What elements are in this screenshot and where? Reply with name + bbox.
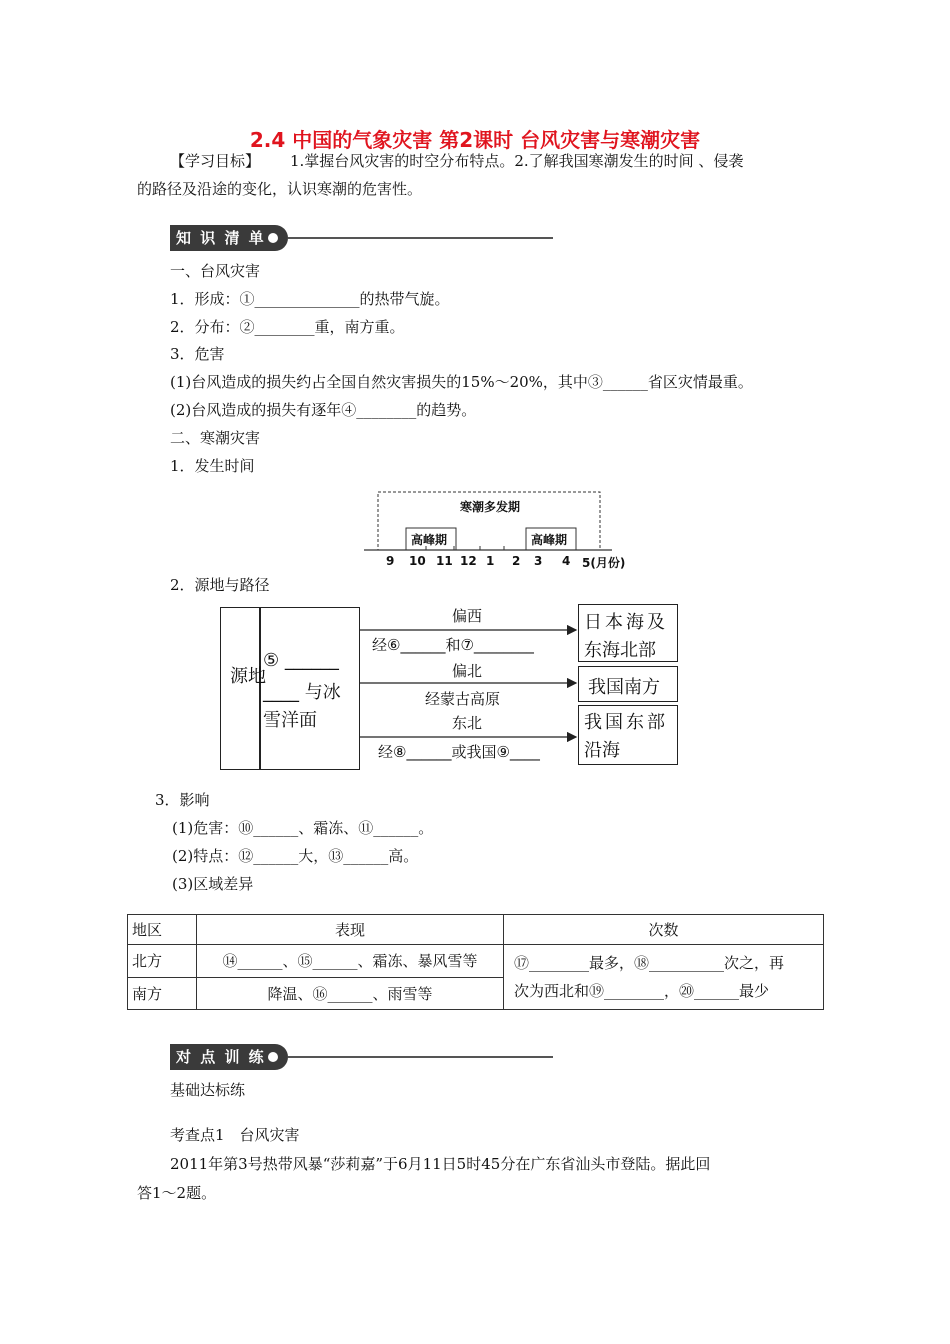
objectives-line1: 1.掌握台风灾害的时空分布特点。2.了解我国寒潮发生的时间 、侵袭 bbox=[290, 152, 744, 170]
part1-line2: 2．分布：②________重，南方重。 bbox=[170, 318, 405, 336]
source-label: 源地 bbox=[230, 666, 266, 687]
table-cell: ⑭______、⑮______、霜冻、暴风雪等 bbox=[197, 945, 504, 978]
tick-label: 1 bbox=[486, 554, 495, 568]
practice-basic: 基础达标练 bbox=[170, 1081, 246, 1099]
section-tag: 知 识 清 单 bbox=[170, 225, 288, 251]
route2-direction: 偏北 bbox=[452, 662, 483, 680]
table-row bbox=[128, 945, 824, 978]
tick-label: 4 bbox=[562, 554, 571, 568]
origin-line1: ⑤ ______ bbox=[263, 650, 339, 671]
divider bbox=[288, 1056, 553, 1058]
objectives-line2: 的路径及沿途的变化，认识寒潮的危害性。 bbox=[137, 180, 423, 198]
tick-label: 10 bbox=[409, 554, 426, 568]
table-cell: 北方 bbox=[128, 945, 197, 978]
part1-heading: 一、台风灾害 bbox=[170, 262, 261, 280]
region-table bbox=[127, 914, 824, 1010]
table-cell: 南方 bbox=[128, 977, 197, 1010]
route3-direction: 东北 bbox=[452, 714, 483, 732]
tick-label: 11 bbox=[436, 554, 453, 568]
timeline-peak2: 高峰期 bbox=[531, 533, 568, 547]
part1-line5: (2)台风造成的损失有逐年④________的趋势。 bbox=[170, 401, 477, 419]
table-cell: 降温、⑯______、雨雪等 bbox=[197, 977, 504, 1010]
bullet-dot-icon bbox=[268, 1052, 278, 1062]
count-line2: 次为西北和⑲________，⑳______最少 bbox=[514, 982, 770, 1000]
route2-via: 经蒙古高原 bbox=[425, 690, 501, 708]
dest3-line2: 沿海 bbox=[584, 740, 620, 761]
timeline-peak1: 高峰期 bbox=[411, 533, 448, 547]
dest1-line1: 日本海及 bbox=[584, 612, 668, 633]
part2-heading: 二、寒潮灾害 bbox=[170, 429, 261, 447]
impact-line3: (3)区域差异 bbox=[172, 875, 254, 893]
origin-line2: ____ 与冰 bbox=[263, 682, 341, 703]
section-header-practice bbox=[170, 1044, 555, 1070]
page-title: 2.4 中国的气象灾害 第2课时 台风灾害与寒潮灾害 bbox=[249, 128, 701, 152]
table-row bbox=[128, 915, 824, 945]
tick-label: 3 bbox=[534, 554, 543, 568]
practice-point: 考查点1 台风灾害 bbox=[170, 1126, 300, 1144]
part1-line4: (1)台风造成的损失约占全国自然灾害损失的15%～20%，其中③______省区灾情最重。 bbox=[170, 373, 753, 391]
divider bbox=[288, 237, 553, 239]
timeline-diagram bbox=[360, 488, 640, 578]
dest1-line2: 东海北部 bbox=[584, 640, 656, 661]
dest3-line1: 我国东部 bbox=[584, 712, 668, 733]
bullet-dot-icon bbox=[268, 233, 278, 243]
part1-line1: 1．形成：①______________的热带气旋。 bbox=[170, 290, 450, 308]
question-line1: 2011年第3号热带风暴“莎莉嘉”于6月11日5时45分在广东省汕头市登陆。据此回 bbox=[170, 1155, 711, 1173]
dest2-label: 我国南方 bbox=[588, 677, 660, 698]
route3-via: 经⑧______或我国⑨____ bbox=[378, 743, 540, 761]
timeline-outer-label: 寒潮多发期 bbox=[460, 500, 521, 514]
tick-label: 9 bbox=[386, 554, 395, 568]
route1-via: 经⑥______和⑦________ bbox=[372, 636, 534, 654]
origin-divider bbox=[259, 607, 261, 770]
count-line1: ⑰________最多，⑱__________次之，再 bbox=[514, 954, 785, 972]
tick-label: 5(月份) bbox=[582, 556, 626, 570]
tick-label: 12 bbox=[460, 554, 477, 568]
route1-direction: 偏西 bbox=[452, 607, 483, 625]
origin-line3: 雪洋面 bbox=[263, 710, 317, 731]
section-tag: 对 点 训 练 bbox=[170, 1044, 288, 1070]
impact-line2: (2)特点：⑫______大，⑬______高。 bbox=[172, 847, 419, 865]
tick-label: 2 bbox=[512, 554, 521, 568]
part2-sub1: 1．发生时间 bbox=[170, 457, 255, 475]
table-header: 地区 bbox=[128, 915, 197, 945]
part2-sub3: 3．影响 bbox=[155, 791, 210, 809]
question-line2: 答1～2题。 bbox=[137, 1184, 217, 1202]
table-header: 表现 bbox=[197, 915, 504, 945]
impact-line1: (1)危害：⑩______、霜冻、⑪______。 bbox=[172, 819, 434, 837]
part2-sub2: 2．源地与路径 bbox=[170, 576, 270, 594]
table-header: 次数 bbox=[504, 915, 824, 945]
part1-line3: 3．危害 bbox=[170, 345, 225, 363]
table-cell-counts bbox=[504, 945, 824, 1010]
section-header-knowledge bbox=[170, 225, 555, 251]
objectives-label: 【学习目标】 bbox=[170, 152, 261, 170]
